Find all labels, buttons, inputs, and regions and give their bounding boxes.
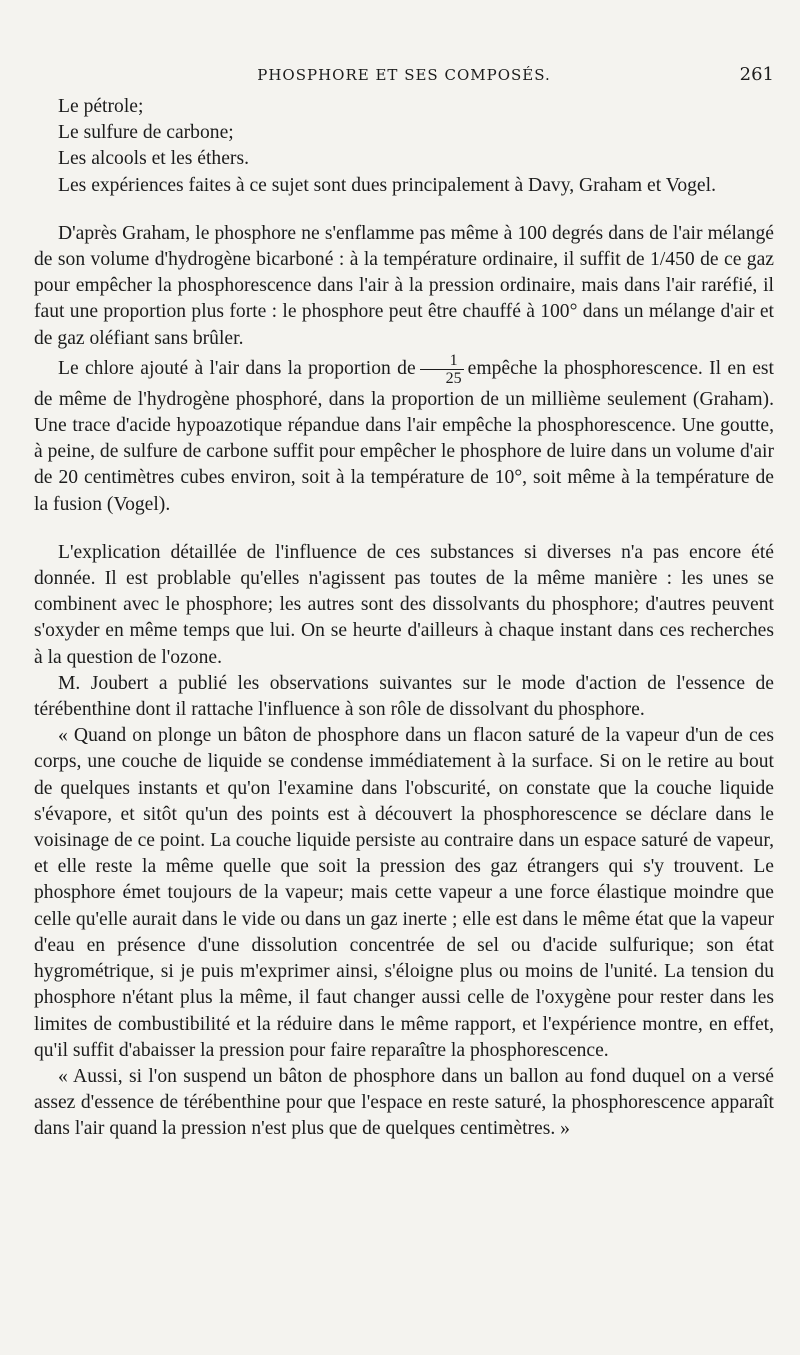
page-header <box>34 62 774 90</box>
paragraph-chlore <box>34 352 774 518</box>
fraction-denominator: 25 <box>445 369 462 387</box>
quote-paragraph-1: « Quand on plonge un bâton de phosphore dans un flacon saturé de la vapeur d'un de ces corps, une couche de liquide se condense immédiatement à la surface. Si on le retire au bout de quelques instants et qu'on l'examine dans l'obscurité, on constate que la couche liquide s'évapore, et sitôt qu'un des points est à découvert la phosphorescence se déclare dans le voisinage de ce point. La couche liquide persiste au contraire dans un espace saturé de vapeur, et elle reste la même quelle que soit la pression des gaz étrangers qui s'y trouvent. Le phosphore émet toujours de la vapeur; mais cette vapeur a une force élastique moindre que celle qu'elle aurait dans le vide ou dans un gaz inerte ; elle est dans le même état que la vapeur d'eau en présence d'une dissolution concentrée de sel ou d'acide sulfurique; son état hygrométrique, si je puis m'exprimer ainsi, s'éloigne plus ou moins de l'unité. La tension du phosphore n'étant plus la même, il faut changer aussi celle de l'oxygène pour rester dans les limites de combustibilité et la réduire dans le même rapport, et l'expérience montre, en effet, qu'il suffit d'abaisser la pression pour faire reparaître la phosphorescence. <box>34 725 774 1061</box>
list-item: Le sulfure de carbone; <box>58 122 234 144</box>
fraction-one-twenty-fifth <box>420 352 464 387</box>
running-head: PHOSPHORE ET SES COMPOSÉS. <box>257 66 551 84</box>
page-number: 261 <box>739 64 774 85</box>
chlore-text-before: Le chlore ajouté à l'air dans la proportion de <box>58 357 416 379</box>
list-item: Le pétrole; <box>58 96 144 117</box>
paragraph-graham: D'après Graham, le phosphore ne s'enflamme pas même à 100 degrés dans de l'air mélangé de son volume d'hydrogène bicarboné : à la température ordinaire, il suffit de 1/450 de ce gaz pour empêcher la phosphorescence dans l'air à la pression ordinaire, mais dans l'air raréfié, il faut une proportion plus forte : le phosphore peut être chauffé à 100° dans un mélange d'air et de gaz oléfiant sans brûler. <box>34 222 774 349</box>
body-text <box>34 94 774 1143</box>
paragraph-joubert: M. Joubert a publié les observations suivantes sur le mode d'action de l'essence de térébenthine dont il rattache l'influence à son rôle de dissolvant du phosphore. <box>34 672 774 721</box>
fraction-numerator: 1 <box>420 352 464 370</box>
chlore-text-after: empêche la phosphorescence. Il en est de même de l'hydrogène phosphoré, dans la proportion de un millième seulement (Graham). Une trace d'acide hypoazotique répandue dans l'air empêche la phosphorescence. Une goutte, à peine, de sulfure de carbone suffit pour empêcher le phosphore de luire dans un volume d'air de 20 centimètres cubes environ, soit à la température de 10°, soit même à la température de la fusion (Vogel). <box>34 357 774 515</box>
paragraph-experiences: Les expériences faites à ce sujet sont dues principalement à Davy, Graham et Vogel. <box>58 174 716 196</box>
list-item: Les alcools et les éthers. <box>58 148 249 170</box>
paragraph-explication: L'explication détaillée de l'influence de ces substances si diverses n'a pas encore été donnée. Il est problable qu'elles n'agissent pas toutes de la même manière : les unes se combinent avec le phosphore; les autres sont des dissolvants du phosphore; d'autres peuvent s'oxyder en même temps que lui. On se heurte d'ailleurs à chaque instant dans ces recherches à la question de l'ozone. <box>34 541 774 668</box>
quote-paragraph-2: « Aussi, si l'on suspend un bâton de phosphore dans un ballon au fond duquel on a versé assez d'essence de térébenthine pour que l'espace en reste saturé, la phosphorescence apparaît dans l'air quand la pression n'est plus que de quelques centimètres. » <box>34 1065 774 1140</box>
